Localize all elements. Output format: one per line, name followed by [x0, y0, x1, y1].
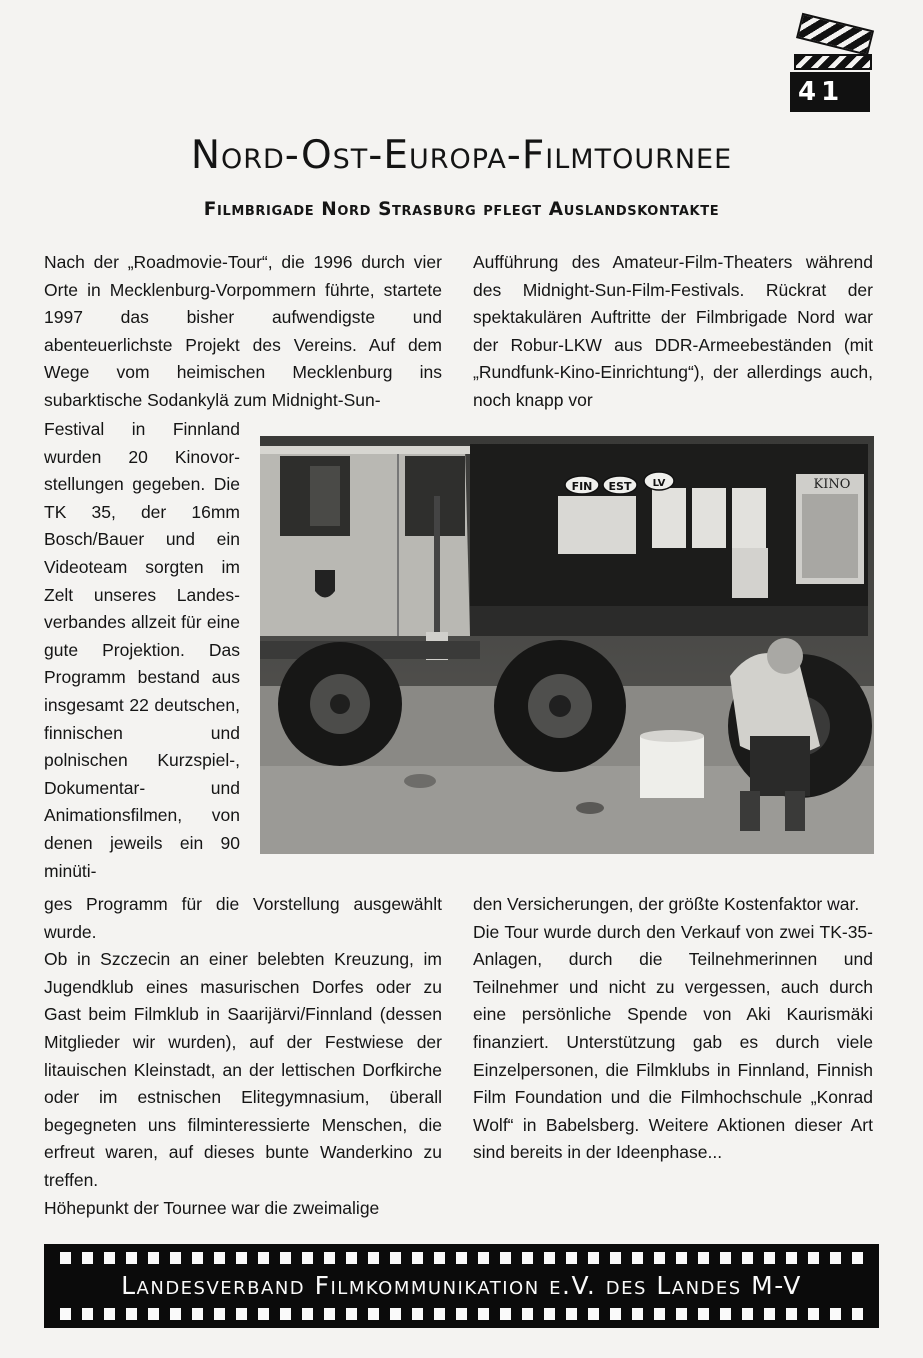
truck-photo	[260, 436, 874, 854]
text-column-left-bottom	[44, 891, 442, 1222]
kino-sign: KINO	[813, 477, 851, 492]
page-number: 41	[790, 72, 870, 112]
paragraph: Höhepunkt der Tournee war die zweimalige	[44, 1197, 380, 1218]
footer-organization-name: Landesverband Filmkommunikation e.V. des Landes M-V	[121, 1271, 802, 1300]
paragraph: Festival in Finnland wurden 20 Kinovorstellungen gegeben. Die TK 35, der 16mm Bosch/Bauer und ein Videoteam sorgten im Zelt unseres Landesverbandes allzeit für eine gute Projektion. Das Programm bestand aus insgesamt 22 deutschen, finnischen und polnischen Kurzspiel-, Dokumentar- und Animationsfilmen, von denen jeweils ein 90 minüti-	[44, 419, 240, 881]
clapperboard-icon	[796, 13, 874, 56]
paragraph: Aufführung des Amateur-Film-Theaters während des Midnight-Sun-Film-Festivals. Rückrat der spektakulären Auftritte der Filmbrigade Nord war der Robur-LKW aus DDR-Armeebeständen (mit „Rundfunk-Kino-Einrichtung“), der allerdings auch, noch knapp vor	[473, 252, 873, 410]
article-title: Nord-Ost-Europa-Filmtournee	[190, 133, 733, 178]
text-column-right-bottom	[473, 891, 873, 1167]
clapperboard-stripe	[794, 54, 872, 70]
paragraph: ges Programm für die Vorstellung ausgewählt wurde.	[44, 894, 442, 942]
paragraph: den Versicherungen, der größte Kostenfaktor war.	[473, 894, 860, 914]
film-perforation-top	[60, 1252, 869, 1264]
article-subtitle: Filmbrigade Nord Strasburg pflegt Auslandskontakte	[203, 199, 720, 220]
text-column-narrow	[44, 416, 240, 885]
sticker-lv: LV	[652, 478, 666, 489]
paragraph: Ob in Szczecin an einer belebten Kreuzung, im Jugendklub eines masurischen Dorfes oder zu Gast beim Filmklub in Saarijärvi/Finnland (dessen Mitglieder wir wurden), auf der Festwiese der litauischen Kleinstadt, an der lettischen Dorfkirche oder im estnischen Elitegymnasium, überall begegneten uns filminteressierte Menschen, die erfreut waren, auf dieses bunte Wanderkino zu treffen.	[44, 949, 442, 1190]
paragraph: Nach der „Roadmovie-Tour“, die 1996 durch vier Orte in Mecklenburg-Vorpommern führte, startete 1997 das bisher aufwendigste und abenteuerlichste Projekt des Vereins. Auf dem Wege vom heimischen Mecklenburg ins subarktische Sodankylä zum Midnight-Sun-	[44, 252, 442, 410]
page-number-emblem	[790, 12, 872, 116]
text-column-right-top	[473, 249, 873, 415]
sticker-est: EST	[608, 480, 632, 493]
film-perforation-bottom	[60, 1308, 869, 1320]
text-column-left-top	[44, 249, 442, 415]
paragraph: Die Tour wurde durch den Verkauf von zwei TK-35-Anlagen, durch die Teilnehmerinnen und Teilnehmer und nicht zu vergessen, auch durch eine persönliche Spende von Aki Kaurismäki finanziert. Unterstützung gab es durch viele Einzelpersonen, die Filmklubs in Finnland, Finnish Film Foundation und die Filmhochschule „Konrad Wolf“ in Babelsberg. Weitere Aktionen dieser Art sind bereits in der Ideenphase...	[473, 921, 873, 1163]
film-strip-footer	[44, 1244, 879, 1328]
sticker-fin: FIN	[571, 480, 593, 493]
truck-photo-illustration	[260, 436, 874, 854]
